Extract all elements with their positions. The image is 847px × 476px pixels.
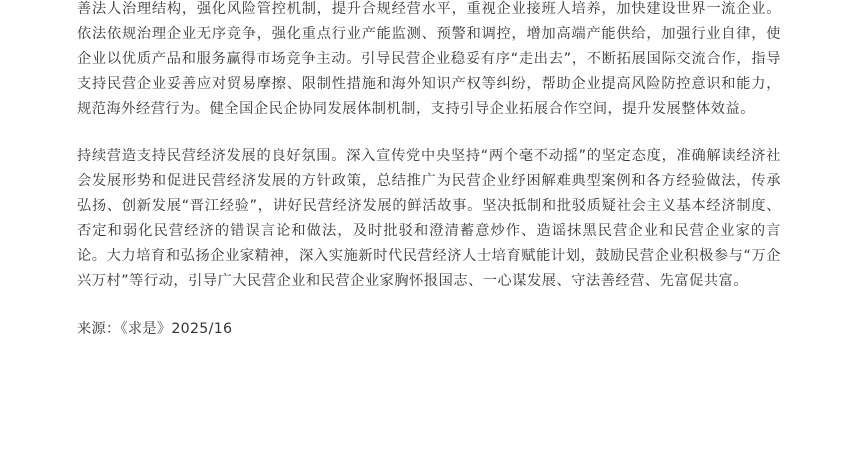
article-body bbox=[77, 0, 781, 342]
paragraph-2: 持续营造支持民营经济发展的良好氛围。深入宣传党中央坚持“两个毫不动摇”的坚定态度，准确解读经济社会发展形势和促进民营经济发展的方针政策，总结推广为民营企业纾困解难典型案例和各方经验做法，传承弘扬、创新发展“晋江经验”，讲好民营经济发展的鲜活故事。坚决抵制和批驳质疑社会主义基本经济制度、否定和弱化民营经济的错误言论和做法，及时批驳和澄清蓄意炒作、造谣抹黑民营企业和民营企业家的言论。大力培育和弘扬企业家精神，深入实施新时代民营经济人士培育赋能计划，鼓励民营企业积极参与“万企兴万村”等行动，引导广大民营企业和民营企业家胸怀报国志、一心谋发展、守法善经营、先富促共富。 bbox=[77, 148, 781, 289]
article-source: 来源：《求是》2025/16 bbox=[77, 321, 233, 337]
paragraph-1: 善法人治理结构，强化风险管控机制，提升合规经营水平，重视企业接班人培养，加快建设世界一流企业。依法依规治理企业无序竞争，强化重点行业产能监测、预警和调控，增加高端产能供给，加强行业自律，使企业以优质产品和服务赢得市场竞争主动。引导民营企业稳妥有序“走出去”，不断拓展国际交流合作，指导支持民营企业妥善应对贸易摩擦、限制性措施和海外知识产权等纠纷，帮助企业提高风险防控意识和能力，规范海外经营行为。健全国企民企协同发展体制机制，支持引导企业拓展合作空间，提升发展整体效益。 bbox=[77, 1, 781, 117]
